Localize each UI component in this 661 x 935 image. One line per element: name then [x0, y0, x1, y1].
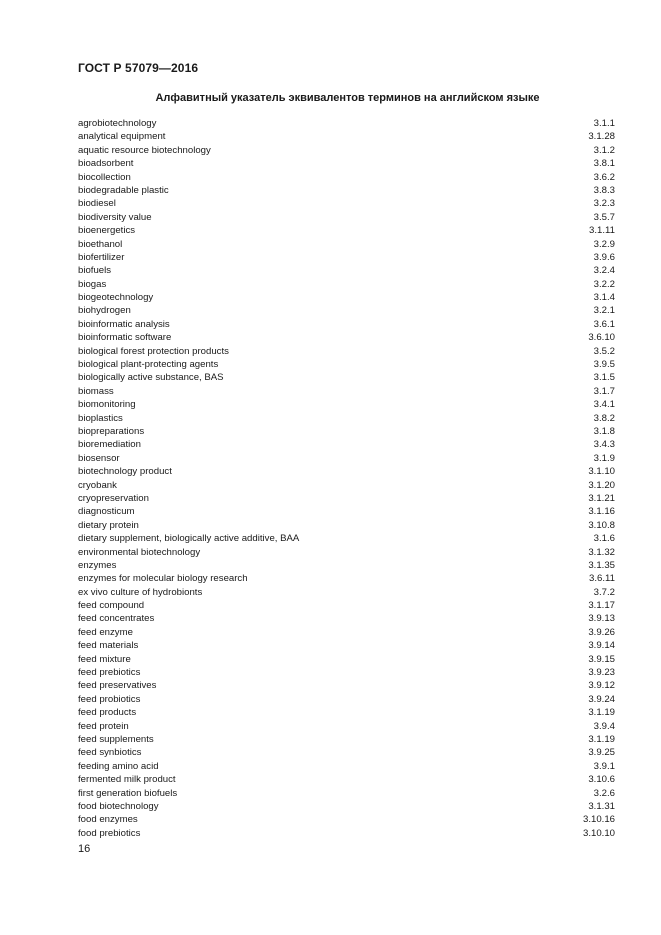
index-entry — [78, 264, 615, 277]
index-ref: 3.8.1 — [593, 158, 615, 170]
index-ref: 3.1.21 — [588, 492, 615, 504]
index-ref: 3.1.2 — [593, 144, 615, 156]
index-term: bioethanol — [78, 238, 123, 250]
index-term: biocollection — [78, 171, 131, 183]
index-term: feed concentrates — [78, 613, 155, 625]
index-ref: 3.9.6 — [593, 251, 615, 263]
index-ref: 3.2.2 — [593, 278, 615, 290]
index-term: biomass — [78, 385, 114, 397]
index-ref: 3.4.1 — [593, 399, 615, 411]
index-entry — [78, 813, 615, 826]
index-entry — [78, 452, 615, 465]
index-ref: 3.1.32 — [588, 546, 615, 558]
index-entry — [78, 425, 615, 438]
index-entry — [78, 679, 615, 692]
index-ref: 3.6.11 — [589, 573, 615, 585]
index-term: biological plant-protecting agents — [78, 359, 219, 371]
index-ref: 3.1.20 — [588, 479, 615, 491]
index-entry — [78, 773, 615, 786]
index-term: dietary supplement, biologically active additive, BAA — [78, 533, 300, 545]
index-term: feed protein — [78, 720, 129, 732]
index-ref: 3.9.14 — [588, 640, 615, 652]
index-term: biomonitoring — [78, 399, 136, 411]
index-term: feed enzyme — [78, 626, 133, 638]
index-entry — [78, 318, 615, 331]
index-term: diagnosticum — [78, 506, 135, 518]
index-ref: 3.10.16 — [582, 814, 615, 826]
index-entry — [78, 130, 615, 143]
index-term: bioplastics — [78, 412, 123, 424]
index-entry — [78, 358, 615, 371]
index-entry — [78, 385, 615, 398]
index-ref: 3.8.2 — [593, 412, 615, 424]
index-entry — [78, 465, 615, 478]
index-entry — [78, 251, 615, 264]
index-term: enzymes — [78, 559, 117, 571]
index-ref: 3.6.2 — [593, 171, 615, 183]
index-term: biodegradable plastic — [78, 184, 169, 196]
index-entry — [78, 586, 615, 599]
index-term: feed mixture — [78, 653, 131, 665]
index-term: biologically active substance, BAS — [78, 372, 224, 384]
index-ref: 3.1.10 — [588, 466, 615, 478]
index-term: feed probiotics — [78, 693, 141, 705]
index-term: cryopreservation — [78, 492, 149, 504]
index-entry — [78, 546, 615, 559]
index-entry — [78, 746, 615, 759]
index-entry — [78, 291, 615, 304]
index-entry — [78, 693, 615, 706]
index-term: dietary protein — [78, 519, 139, 531]
index-entry — [78, 572, 615, 585]
index-entry — [78, 238, 615, 251]
index-entry — [78, 653, 615, 666]
index-ref: 3.1.1 — [593, 118, 615, 129]
index-term: feed compound — [78, 600, 145, 612]
index-entry — [78, 345, 615, 358]
index-entry — [78, 171, 615, 184]
index-term: feed supplements — [78, 733, 154, 745]
index-ref: 3.4.3 — [593, 439, 615, 451]
index-entry — [78, 666, 615, 679]
index-term: biogeotechnology — [78, 292, 154, 304]
index-term: enzymes for molecular biology research — [78, 573, 248, 585]
index-term: feed preservatives — [78, 680, 157, 692]
index-term: biofuels — [78, 265, 112, 277]
index-term: bioinformatic analysis — [78, 318, 170, 330]
document-code: ГОСТ Р 57079—2016 — [78, 61, 199, 75]
index-ref: 3.9.23 — [588, 667, 615, 679]
index-ref: 3.8.3 — [593, 184, 615, 196]
index-entry — [78, 278, 615, 291]
index-term: bioinformatic software — [78, 332, 172, 344]
index-ref: 3.10.10 — [582, 827, 615, 839]
index-entry — [78, 398, 615, 411]
index-term: feed prebiotics — [78, 667, 141, 679]
index-entry — [78, 157, 615, 170]
index-term: ex vivo culture of hydrobionts — [78, 586, 203, 598]
index-ref: 3.9.5 — [593, 359, 615, 371]
index-term: food prebiotics — [78, 827, 141, 839]
index-entry — [78, 519, 615, 532]
index-term: food biotechnology — [78, 800, 159, 812]
index-entry — [78, 559, 615, 572]
index-term: biosensor — [78, 452, 120, 464]
index-entry — [78, 371, 615, 384]
index-term: feed materials — [78, 640, 139, 652]
index-entry — [78, 438, 615, 451]
index-entry — [78, 827, 615, 840]
index-entry — [78, 117, 615, 130]
index-ref: 3.1.7 — [593, 385, 615, 397]
index-entry — [78, 505, 615, 518]
page-number: 16 — [78, 843, 91, 855]
index-ref: 3.9.12 — [588, 680, 615, 692]
index-term: biohydrogen — [78, 305, 131, 317]
index-ref: 3.9.15 — [588, 653, 615, 665]
index-term: biogas — [78, 278, 107, 290]
index-ref: 3.9.4 — [593, 720, 615, 732]
index-term: feeding amino acid — [78, 760, 159, 772]
index-ref: 3.1.16 — [588, 506, 615, 518]
index-term: biodiesel — [78, 198, 116, 210]
index-term: biopreparations — [78, 425, 145, 437]
index-entry — [78, 760, 615, 773]
index-entry — [78, 211, 615, 224]
index-ref: 3.6.1 — [593, 318, 615, 330]
index-term: feed products — [78, 707, 137, 719]
index-term: feed synbiotics — [78, 747, 142, 759]
index-entry — [78, 800, 615, 813]
index-ref: 3.1.31 — [588, 800, 615, 812]
index-ref: 3.1.17 — [588, 600, 615, 612]
index-entry — [78, 733, 615, 746]
index-ref: 3.1.35 — [588, 559, 615, 571]
index-ref: 3.2.1 — [593, 305, 615, 317]
index-ref: 3.5.2 — [593, 345, 615, 357]
index-term: biotechnology product — [78, 466, 172, 478]
index-ref: 3.1.9 — [593, 452, 615, 464]
index-term: bioenergetics — [78, 225, 136, 237]
index-entry — [78, 224, 615, 237]
index-ref: 3.2.3 — [593, 198, 615, 210]
index-title: Алфавитный указатель эквивалентов терминов на английском языке — [155, 92, 540, 104]
index-entry — [78, 720, 615, 733]
index-ref: 3.1.5 — [593, 372, 615, 384]
index-entry — [78, 479, 615, 492]
index-entry — [78, 532, 615, 545]
index-ref: 3.1.4 — [593, 292, 615, 304]
index-ref: 3.1.8 — [593, 425, 615, 437]
index-term: agrobiotechnology — [78, 118, 157, 129]
index-entry — [78, 492, 615, 505]
index-term: biodiversity value — [78, 211, 152, 223]
index-ref: 3.10.6 — [588, 774, 615, 786]
index-ref: 3.6.10 — [588, 332, 615, 344]
index-ref: 3.9.1 — [593, 760, 615, 772]
index-ref: 3.5.7 — [593, 211, 615, 223]
index-list — [78, 117, 615, 840]
index-ref: 3.1.28 — [588, 131, 615, 143]
index-ref: 3.9.13 — [588, 613, 615, 625]
index-ref: 3.1.6 — [593, 533, 615, 545]
index-ref: 3.9.26 — [588, 626, 615, 638]
index-term: biofertilizer — [78, 251, 125, 263]
index-entry — [78, 197, 615, 210]
index-ref: 3.9.24 — [588, 693, 615, 705]
index-ref: 3.10.8 — [588, 519, 615, 531]
index-entry — [78, 304, 615, 317]
index-entry — [78, 639, 615, 652]
index-entry — [78, 331, 615, 344]
index-term: environmental biotechnology — [78, 546, 201, 558]
index-ref: 3.2.4 — [593, 265, 615, 277]
index-entry — [78, 412, 615, 425]
index-term: biological forest protection products — [78, 345, 229, 357]
index-entry — [78, 612, 615, 625]
index-term: first generation biofuels — [78, 787, 178, 799]
index-ref: 3.9.25 — [588, 747, 615, 759]
index-entry — [78, 144, 615, 157]
index-ref: 3.2.9 — [593, 238, 615, 250]
index-term: cryobank — [78, 479, 117, 491]
index-term: aquatic resource biotechnology — [78, 144, 211, 156]
index-ref: 3.2.6 — [593, 787, 615, 799]
index-entry — [78, 706, 615, 719]
index-entry — [78, 184, 615, 197]
index-term: analytical equipment — [78, 131, 166, 143]
index-ref: 3.1.19 — [588, 733, 615, 745]
index-ref: 3.1.19 — [588, 707, 615, 719]
index-term: bioremediation — [78, 439, 141, 451]
index-term: food enzymes — [78, 814, 138, 826]
index-ref: 3.7.2 — [593, 586, 615, 598]
index-term: fermented milk product — [78, 774, 176, 786]
index-term: bioadsorbent — [78, 158, 134, 170]
index-entry — [78, 787, 615, 800]
index-entry — [78, 626, 615, 639]
index-ref: 3.1.11 — [589, 225, 615, 237]
index-entry — [78, 599, 615, 612]
